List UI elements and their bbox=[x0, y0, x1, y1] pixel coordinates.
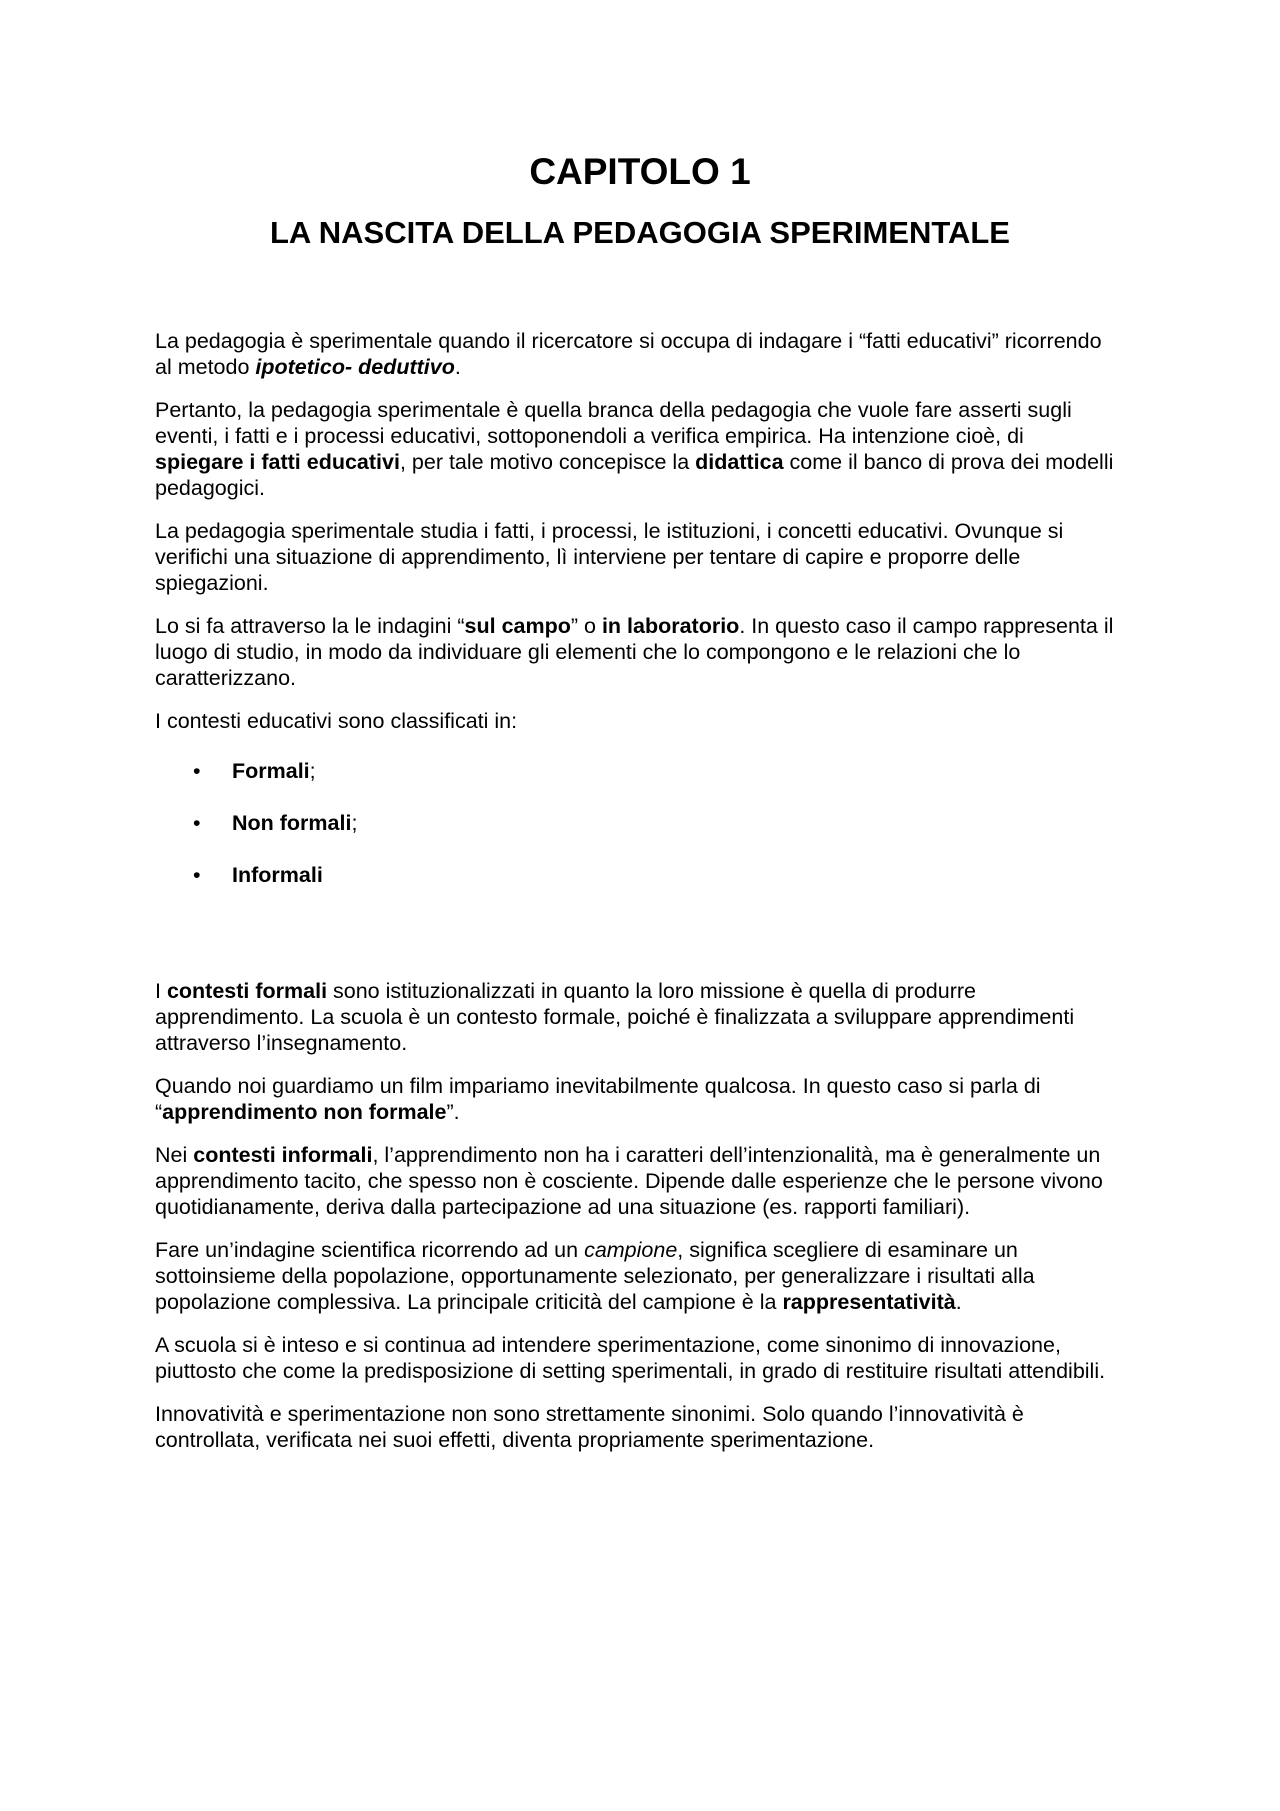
paragraph-formal: I contesti formali sono istituzionalizzati in quanto la loro missione è quella di produrre apprendimento. La scuola è un contesto formale, poiché è finalizzata a sviluppare apprendimenti attraverso l’insegnamento. bbox=[155, 979, 1075, 1055]
emphasis-representativeness: rappresentatività bbox=[782, 1290, 956, 1314]
bullet-icon: • bbox=[193, 759, 201, 783]
chapter-subtitle: LA NASCITA DELLA PEDAGOGIA SPERIMENTALE bbox=[270, 215, 1010, 250]
paragraph-contexts-intro: I contesti educativi sono classificati in: bbox=[155, 709, 518, 733]
intro-section bbox=[155, 328, 1115, 914]
paragraph-school: A scuola si è inteso e si continua ad intendere sperimentazione, come sinonimo di innovazione, piuttosto che come la predisposizione di setting sperimentali, in grado di restituire risultati attendibili. bbox=[155, 1333, 1106, 1383]
contexts-list bbox=[155, 758, 1115, 888]
emphasis-didattica: didattica bbox=[695, 450, 784, 474]
paragraph-nonformal: Quando noi guardiamo un film impariamo inevitabilmente qualcosa. In questo caso si parla di “apprendimento non formale”. bbox=[155, 1074, 1041, 1124]
bullet-icon: • bbox=[193, 811, 201, 835]
emphasis-method: ipotetico- deduttivo bbox=[255, 355, 455, 379]
chapter-title: CAPITOLO 1 bbox=[529, 151, 751, 192]
emphasis-formal: contesti formali bbox=[166, 979, 328, 1003]
paragraph-informal: Nei contesti informali, l’apprendimento non ha i caratteri dell’intenzionalità, ma è generalmente un apprendimento tacito, che spesso non è cosciente. Dipende dalle esperienze che le persone vivono quotidianamente, deriva dalla partecipazione ad una situazione (es. rapporti familiari). bbox=[155, 1143, 1103, 1219]
paragraph-scope: La pedagogia sperimentale studia i fatti, i processi, le istituzioni, i concetti educativi. Ovunque si verifichi una situazione di apprendimento, lì interviene per tentare di capire e proporre delle spiegazioni. bbox=[155, 519, 1064, 595]
paragraph-innovation: Innovatività e sperimentazione non sono strettamente sinonimi. Solo quando l’innovatività è controllata, verificata nei suoi effetti, diventa propriamente sperimentazione. bbox=[155, 1402, 1024, 1452]
emphasis-explain: spiegare i fatti educativi bbox=[155, 450, 400, 474]
paragraph-field: Lo si fa attraverso la le indagini “sul campo” o in laboratorio. In questo caso il campo rappresenta il luogo di studio, in modo da individuare gli elementi che lo compongono e le relazioni che lo caratterizzano. bbox=[155, 614, 1114, 690]
paragraph-definition: La pedagogia è sperimentale quando il ricercatore si occupa di indagare i “fatti educativi” ricorrendo al metodo ipotetico- deduttivo. bbox=[155, 329, 1102, 379]
contexts-section bbox=[155, 978, 1115, 1453]
list-item: • Formali; bbox=[193, 759, 316, 783]
paragraph-purpose: Pertanto, la pedagogia sperimentale è quella branca della pedagogia che vuole fare asserti sugli eventi, i fatti e i processi educativi, sottoponendoli a verifica empirica. Ha intenzione cioè, di spiegare i fatti educativi, per tale motivo concepisce la didattica come il banco di prova dei modelli pedagogici. bbox=[155, 398, 1114, 500]
emphasis-nonformal: apprendimento non formale bbox=[162, 1100, 447, 1124]
paragraph-sample: Fare un’indagine scientifica ricorrendo ad un campione, significa scegliere di esaminare un sottoinsieme della popolazione, opportunamente selezionato, per generalizzare i risultati alla popolazione complessiva. La principale criticità del campione è la rappresentatività. bbox=[155, 1238, 1035, 1314]
list-item: • Non formali; bbox=[193, 811, 358, 835]
emphasis-lab: in laboratorio bbox=[601, 614, 740, 638]
list-item: • Informali bbox=[193, 863, 323, 887]
emphasis-informal: contesti informali bbox=[193, 1143, 373, 1167]
bullet-icon: • bbox=[193, 863, 201, 887]
emphasis-sample: campione bbox=[584, 1238, 678, 1262]
emphasis-field: sul campo bbox=[464, 614, 571, 638]
